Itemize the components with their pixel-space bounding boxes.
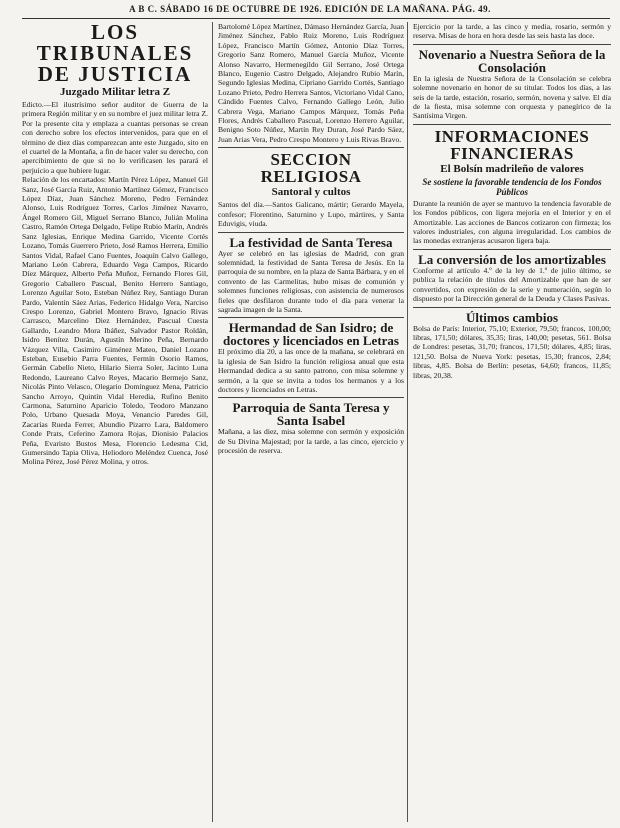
article-body: Edicto.—El ilustrísimo señor auditor de Guerra de la primera Región militar y en su nombre el juez militar letra Z. Por la presente cita y emplaza a cuantas personas se crean con derecho sobre los efectos intervenidos, para que en el término de diez días comparezcan ante este Juzgado, sito en el cuartel de la Montaña, a fin de hacer valer su derecho, con apercibimiento de que si no lo verificasen les parará el perjuicio a que hubiere lugar. bbox=[22, 100, 208, 175]
article-body: Conforme al artículo 4.º de la ley de 1.º de julio último, se publica la relación de títulos del Amortizable que han de ser convertidos, con expresión de la serie y numeración, según lo dispuesto por la Dirección general de la Deuda y Clases Pasivas. bbox=[413, 265, 611, 304]
section-subtitle: Juzgado Militar letra Z bbox=[59, 86, 171, 98]
article-body: El próximo día 20, a las once de la mañana, se celebrará en la iglesia de San Isidro la función religiosa anual que esta Hermandad dedica a su santo patrono, con misa solemne y sermón, a la que se invita a todos los hermanos y a los doctores y licenciados en Letras. bbox=[218, 347, 404, 394]
separator bbox=[218, 397, 404, 398]
section-subtitle: Santoral y cultos bbox=[271, 186, 351, 199]
running-head: A B C. SÁBADO 16 DE OCTUBRE DE 1926. EDICIÓN DE LA MAÑANA. PÁG. 49. bbox=[129, 4, 491, 14]
article-headline: Novenario a Nuestra Señora de la Consolación bbox=[418, 46, 606, 75]
article-body: Durante la reunión de ayer se mantuvo la tendencia favorable de los Fondos públicos, con ligera mejoría en el Interior y en el Amortizable. Las acciones de Bancos cotizaron con firmeza; los valores industriales, con alguna irregularidad. Los cambios de las monedas extranjeras acusaron ligera baja. bbox=[413, 198, 611, 246]
article-body: Ayer se celebró en las iglesias de Madrid, con gran solemnidad, la festividad de Santa Teresa de Jesús. En la parroquia de su nombre, en la plaza de Santa Bárbara, y en el convento de las Carmelitas, hubo misas de comunión y solemnes funciones religiosas, con asistencia de numerosos fieles que desfilaron durante todo el día para venerar la sagrada imagen de la Santa. bbox=[218, 248, 404, 314]
column-1 bbox=[22, 22, 208, 822]
article-body: Mañana, a las diez, misa solemne con sermón y exposición de Su Divina Majestad; por la tarde, a las cinco, ejercicio y procesión de reserva. bbox=[218, 427, 404, 456]
header-rule bbox=[22, 18, 610, 19]
article-body: En la iglesia de Nuestra Señora de la Consolación se celebra solemne novenario en honor de su titular. Todos los días, a las seis de la tarde, estación, rosario, sermón, novena y salve. El día de la fiesta, misa solemne con orquesta y panegírico de la Santísima Virgen. bbox=[413, 73, 611, 121]
section-title: DE JUSTICIA bbox=[37, 62, 193, 86]
section-subtitle: El Bolsín madrileño de valores bbox=[440, 162, 584, 175]
article-body: Bolsa de París: Interior, 75,10; Exterior, 79,50; francos, 100,00; libras, 171,50; dólares, 35,35; liras, 140,00; pesetas, 561. Bolsa de Londres: pesetas, 31,70; francos, 171,50; dólares, 4,85; liras, 121,50. Bolsa de Nueva York: pesetas, 15,30; francos, 2,84; libras, 4,85. Bolsa de Berlín: pesetas, 64,60; francos, 11,85; libras, 20,38. bbox=[413, 323, 611, 380]
separator bbox=[413, 249, 611, 250]
separator bbox=[413, 124, 611, 125]
section-subtitle: Se sostiene la favorable tendencia de los Fondos Públicos bbox=[422, 176, 602, 197]
article-body: Santos del día.—Santos Galicano, mártir; Gerardo Mayela, confesor; Florentino, Saturnino y Lupo, mártires, y Santa Eduvigis, viuda. bbox=[218, 200, 404, 229]
section-title: LOS TRIBUNALES bbox=[36, 22, 194, 65]
section-title: SECCION RELIGIOSA bbox=[260, 150, 362, 187]
column-3 bbox=[413, 22, 611, 822]
column-divider bbox=[407, 22, 408, 822]
article-body: Ejercicio por la tarde, a las cinco y media, rosario, sermón y reserva. Misas de hora en hora desde las seis hasta las doce. bbox=[413, 22, 611, 41]
separator bbox=[413, 44, 611, 45]
section-title: INFORMACIONES FINANCIERAS bbox=[434, 126, 590, 163]
article-headline: Hermandad de San Isidro; de doctores y licenciados en Letras bbox=[223, 320, 399, 349]
article-body: Relación de los encartados: Martín Pérez López, Manuel Gil Sanz, José García Ruiz, Antonio Martínez Gómez, Francisco López Díaz, Juan Sánchez Moreno, Pedro Fernández Alonso, Luis Rodríguez Torres, Carlos Jiménez Navarro, Ángel Romero Gil, Miguel Serrano Blanco, Julián Molina Castro, Ramón Ortega Delgado, Felipe Rubio Marín, Andrés Sanz Iglesias, Enrique Medina Garrido, Vicente Cortés Lozano, Tomás Guerrero Prieto, José Ramos Herrera, Emilio Santos Vidal, Rafael Cano Fuentes, Joaquín Calvo Gallego, Mariano León Cabrera, Eduardo Vega Campos, Ricardo Díez Márquez, Alberto Peña Muñoz, Fernando Flores Gil, Gregorio Caballero Pascual, Benito Herrero Santiago, Lorenzo Aguilar Soto, Esteban Núñez Rey, Santiago Duran Pardo, Valentín Sáez Arias, Federico Hidalgo Vera, Narciso Crespo Lorenzo, Gabriel Montero Bravo, Ignacio Rivas Carrasco, Marcelino Diez Hernández, Pascual Cuesta Gallardo, Leandro Mora Ibáñez, Salvador Pastor Roldán, Isidro Benítez Durán, Agustín Merino Peña, Bernardo Vázquez Villa, Casimiro Giménez Mateo, Daniel Lozano Esteban, Eusebio Parra Fuentes, Fermín Osorio Ramos, Germán Cabello Nieto, Hilario Sierra Soler, Jacinto Luna Redondo, Laureano Calvo Reyes, Macario Bermejo Sanz, Nicolás Pinto Velasco, Olegario Domínguez Mena, Patricio Sancho Arroyo, Quintín Vidal Heredia, Rufino Benito Carmona, Saturnino Aparicio Toledo, Teodoro Manzano Polo, Urbano Quesada Moya, Venancio Paredes Gil, Zacarías Rueda Ferrer, Abundio Pizarro Lara, Baldomero Conde Prats, Ceferino Zamora Rojas, Dionisio Palacios Peña, Evaristo Bustos Mesa, Florencio Ledesma Cid, Gumersindo Tapia Oliva, Heliodoro Meléndez Cuenca, José Molina Pérez, José Pérez Molina, y otros. bbox=[22, 175, 208, 467]
column-2 bbox=[218, 22, 404, 822]
separator bbox=[218, 147, 404, 148]
separator bbox=[218, 232, 404, 233]
article-body: Bartolomé López Martínez, Dámaso Hernández García, Juan Jiménez Sánchez, Pablo Ruiz Moreno, Luis Rodríguez López, Francisco Martín Gómez, Antonio Díaz Torres, Gregorio Sanz Romero, Manuel García Muñoz, Vicente Alonso Navarro, Hermenegildo Gil Serrano, José Ortega Blanco, Eugenio Castro Delgado, Alejandro Rubio Marín, Segundo Iglesias Medina, Cipriano Garrido Cortés, Santiago Lozano Prieto, Pedro Herrera Santos, Victoriano Vidal Cano, Cándido Fuentes Calvo, Fernando Gallego León, Julio Cabrera Vega, Mariano Campos Márquez, Tomás Peña Flores, Andrés Caballero Pascual, Lorenzo Herrero Aguilar, Benigno Soto Núñez, Martín Rey Duran, José Pardo Sáez, Juan Arias Vera, Pedro Crespo Montero y Luis Rivas Bravo. bbox=[218, 22, 404, 144]
article-headline: La festividad de Santa Teresa bbox=[229, 234, 393, 250]
separator bbox=[218, 317, 404, 318]
separator bbox=[413, 307, 611, 308]
article-headline: Últimos cambios bbox=[465, 309, 559, 325]
column-divider bbox=[212, 22, 213, 822]
article-headline: La conversión de los amortizables bbox=[418, 251, 606, 267]
article-headline: Parroquia de Santa Teresa y Santa Isabel bbox=[232, 400, 390, 429]
